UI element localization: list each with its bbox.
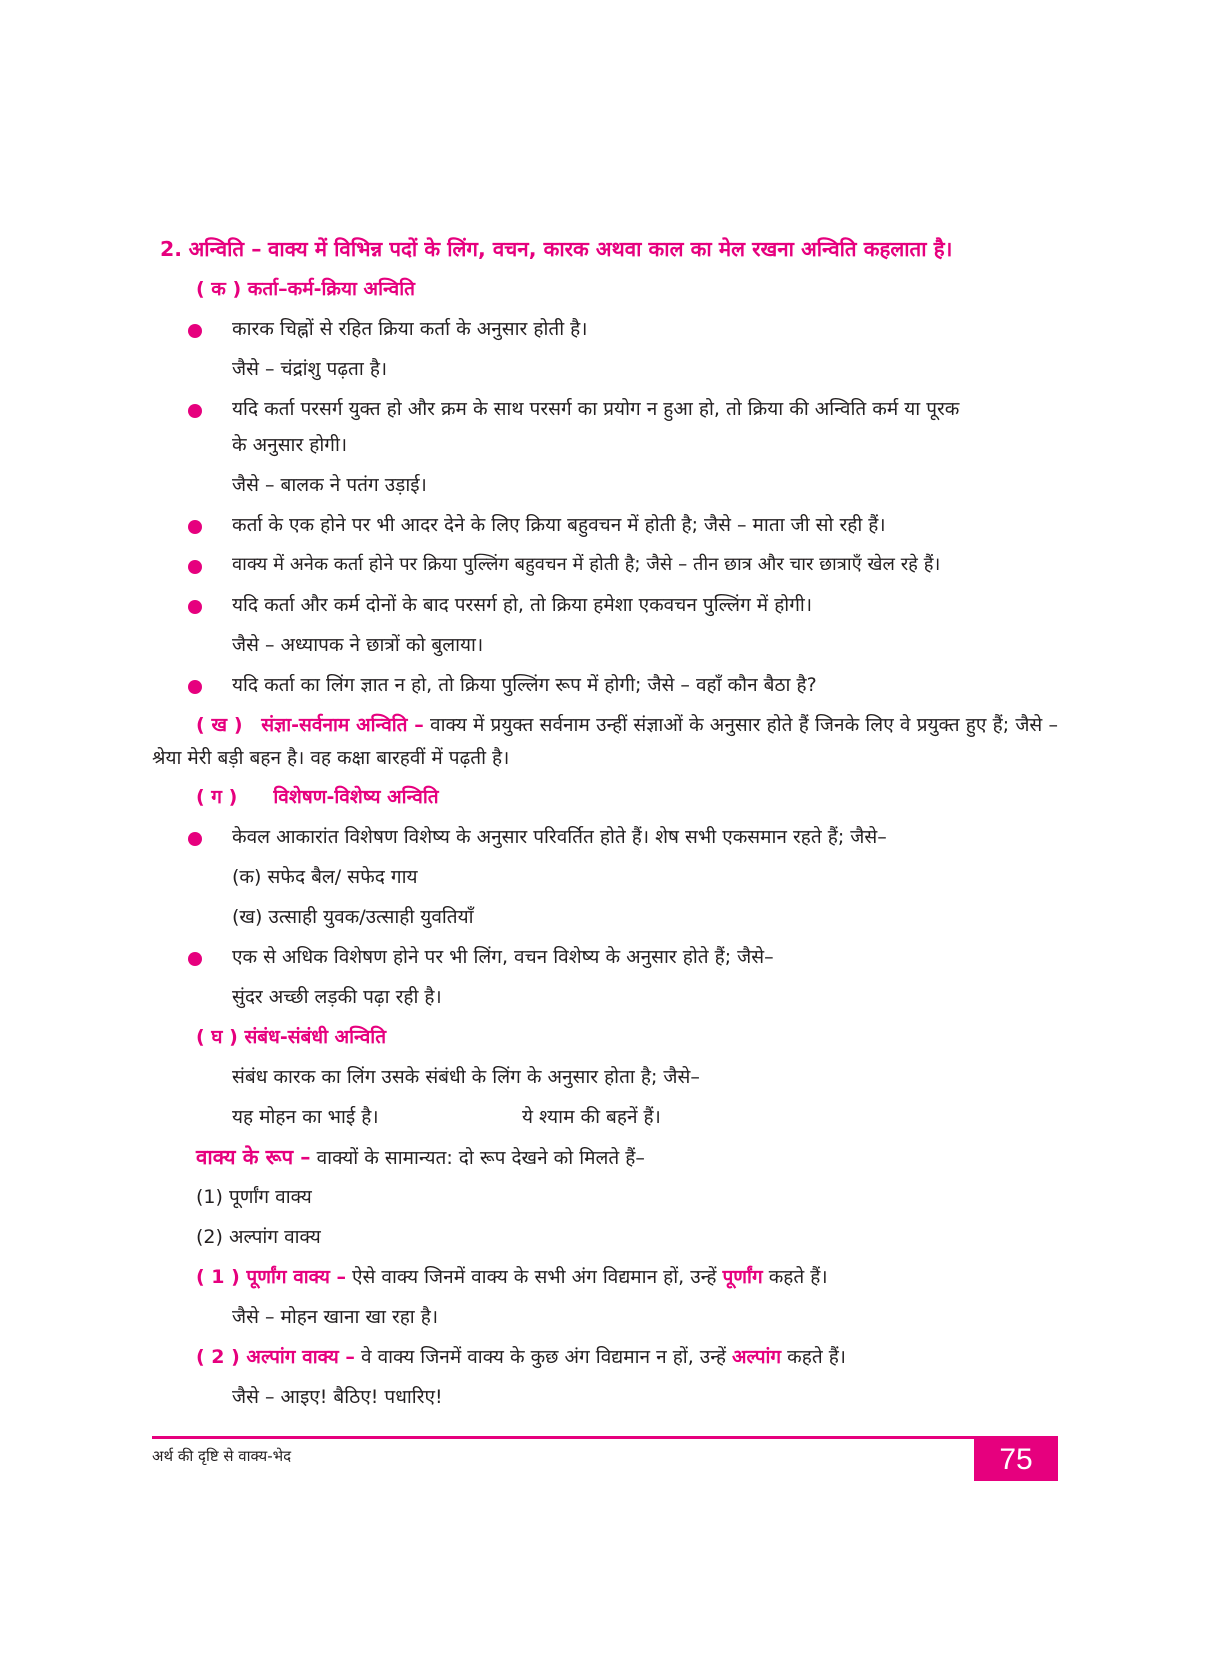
example-text: सुंदर अच्छी लड़की पढ़ा रही है।	[232, 986, 442, 1008]
bullet-icon	[188, 832, 202, 846]
bullet-icon	[188, 404, 202, 418]
example-text: जैसे – बालक ने पतंग उड़ाई।	[232, 474, 427, 496]
paragraph-kha	[152, 709, 1058, 775]
footer-chapter: अर्थ की दृष्टि से वाक्य-भेद	[152, 1447, 292, 1465]
label-ga: ( ग )	[196, 786, 238, 808]
rule-text: यदि कर्ता परसर्ग युक्त हो और क्रम के साथ परसर्ग का प्रयोग न हुआ हो, तो क्रिया की अन्विति कर्म या पूरक	[232, 398, 960, 420]
section-definition: वाक्य में विभिन्न पदों के लिंग, वचन, कारक अथवा काल का मेल रखना अन्विति कहलाता है।	[268, 237, 953, 261]
title-kha: संज्ञा-सर्वनाम अन्विति –	[261, 714, 424, 736]
example-text-left: यह मोहन का भाई है।	[232, 1106, 379, 1128]
rule-text: वाक्य में अनेक कर्ता होने पर क्रिया पुल्लिंग बहुवचन में होती है; जैसे – तीन छात्र और चार छात्राएँ खेल रहे हैं।	[232, 554, 941, 575]
purnang-end: कहते हैं।	[768, 1266, 828, 1288]
section-number: 2.	[160, 237, 183, 261]
rule-text: कारक चिह्नों से रहित क्रिया कर्ता के अनुसार होती है।	[232, 318, 588, 340]
purnang-title: ( 1 ) पूर्णांग वाक्य –	[196, 1266, 346, 1288]
example-text: जैसे – चंद्रांशु पढ़ता है।	[232, 358, 388, 380]
bullet-icon	[188, 952, 202, 966]
definition-purnang	[196, 1264, 828, 1290]
footer-rule	[152, 1436, 1058, 1439]
example-text-right: ये श्याम की बहनें हैं।	[522, 1106, 661, 1128]
section-title: अन्विति –	[188, 237, 262, 261]
alpang-term: अल्पांग	[732, 1346, 782, 1368]
bullet-icon	[188, 600, 202, 614]
section-heading	[160, 236, 952, 262]
text-kha: वाक्य में प्रयुक्त सर्वनाम उन्हीं संज्ञाओं के अनुसार होते हैं जिनके लिए वे प्रयुक्त हुए हैं; जैसे – श्रेया मेरी बड़ी बहन है। वह कक्षा बारहवीं में पढ़ती है।	[152, 714, 1058, 769]
title-ga: विशेषण-विशेष्य अन्विति	[273, 786, 439, 808]
rule-text: संबंध कारक का लिंग उसके संबंधी के लिंग के अनुसार होता है; जैसे–	[232, 1066, 700, 1088]
forms-heading	[196, 1144, 645, 1171]
bullet-icon	[188, 680, 202, 694]
forms-title: वाक्य के रूप –	[196, 1145, 311, 1169]
definition-alpang	[196, 1344, 846, 1370]
example-text: जैसे – आइए! बैठिए! पधारिए!	[232, 1386, 443, 1408]
rule-text-continued: के अनुसार होगी।	[232, 434, 348, 456]
alpang-end: कहते हैं।	[787, 1346, 846, 1368]
bullet-icon	[188, 520, 202, 534]
list-item: (2) अल्पांग वाक्य	[196, 1226, 321, 1248]
subheading-gha: ( घ ) संबंध-संबंधी अन्विति	[196, 1026, 387, 1048]
bullet-icon	[188, 324, 202, 338]
rule-text: एक से अधिक विशेषण होने पर भी लिंग, वचन विशेष्य के अनुसार होते हैं; जैसे–	[232, 946, 774, 968]
alpang-text: वे वाक्य जिनमें वाक्य के कुछ अंग विद्यमान न हों, उन्हें	[360, 1346, 726, 1368]
page-number: 75	[974, 1439, 1058, 1481]
example-text: (क) सफेद बैल/ सफेद गाय	[232, 866, 418, 888]
forms-text: वाक्यों के सामान्यत: दो रूप देखने को मिलते हैं–	[316, 1147, 645, 1169]
rule-text: कर्ता के एक होने पर भी आदर देने के लिए क्रिया बहुवचन में होती है; जैसे – माता जी सो रही हैं।	[232, 514, 886, 536]
label-kha: ( ख )	[196, 714, 243, 736]
example-text: (ख) उत्साही युवक/उत्साही युवतियाँ	[232, 906, 474, 928]
purnang-text: ऐसे वाक्य जिनमें वाक्य के सभी अंग विद्यमान हों, उन्हें	[352, 1266, 717, 1288]
bullet-icon	[188, 560, 202, 574]
example-text: जैसे – मोहन खाना खा रहा है।	[232, 1306, 439, 1328]
subheading-ka: ( क ) कर्ता–कर्म-क्रिया अन्विति	[196, 278, 415, 300]
alpang-title: ( 2 ) अल्पांग वाक्य –	[196, 1346, 355, 1368]
rule-text: यदि कर्ता का लिंग ज्ञात न हो, तो क्रिया पुल्लिंग रूप में होगी; जैसे – वहाँ कौन बैठा है?	[232, 674, 817, 696]
rule-text: केवल आकारांत विशेषण विशेष्य के अनुसार परिवर्तित होते हैं। शेष सभी एकसमान रहते हैं; जैसे–	[232, 826, 887, 848]
list-item: (1) पूर्णांग वाक्य	[196, 1186, 312, 1208]
subheading-ga	[196, 784, 439, 810]
example-text: जैसे – अध्यापक ने छात्रों को बुलाया।	[232, 634, 484, 656]
purnang-term: पूर्णांग	[722, 1266, 763, 1288]
rule-text: यदि कर्ता और कर्म दोनों के बाद परसर्ग हो, तो क्रिया हमेशा एकवचन पुल्लिंग में होगी।	[232, 594, 813, 616]
